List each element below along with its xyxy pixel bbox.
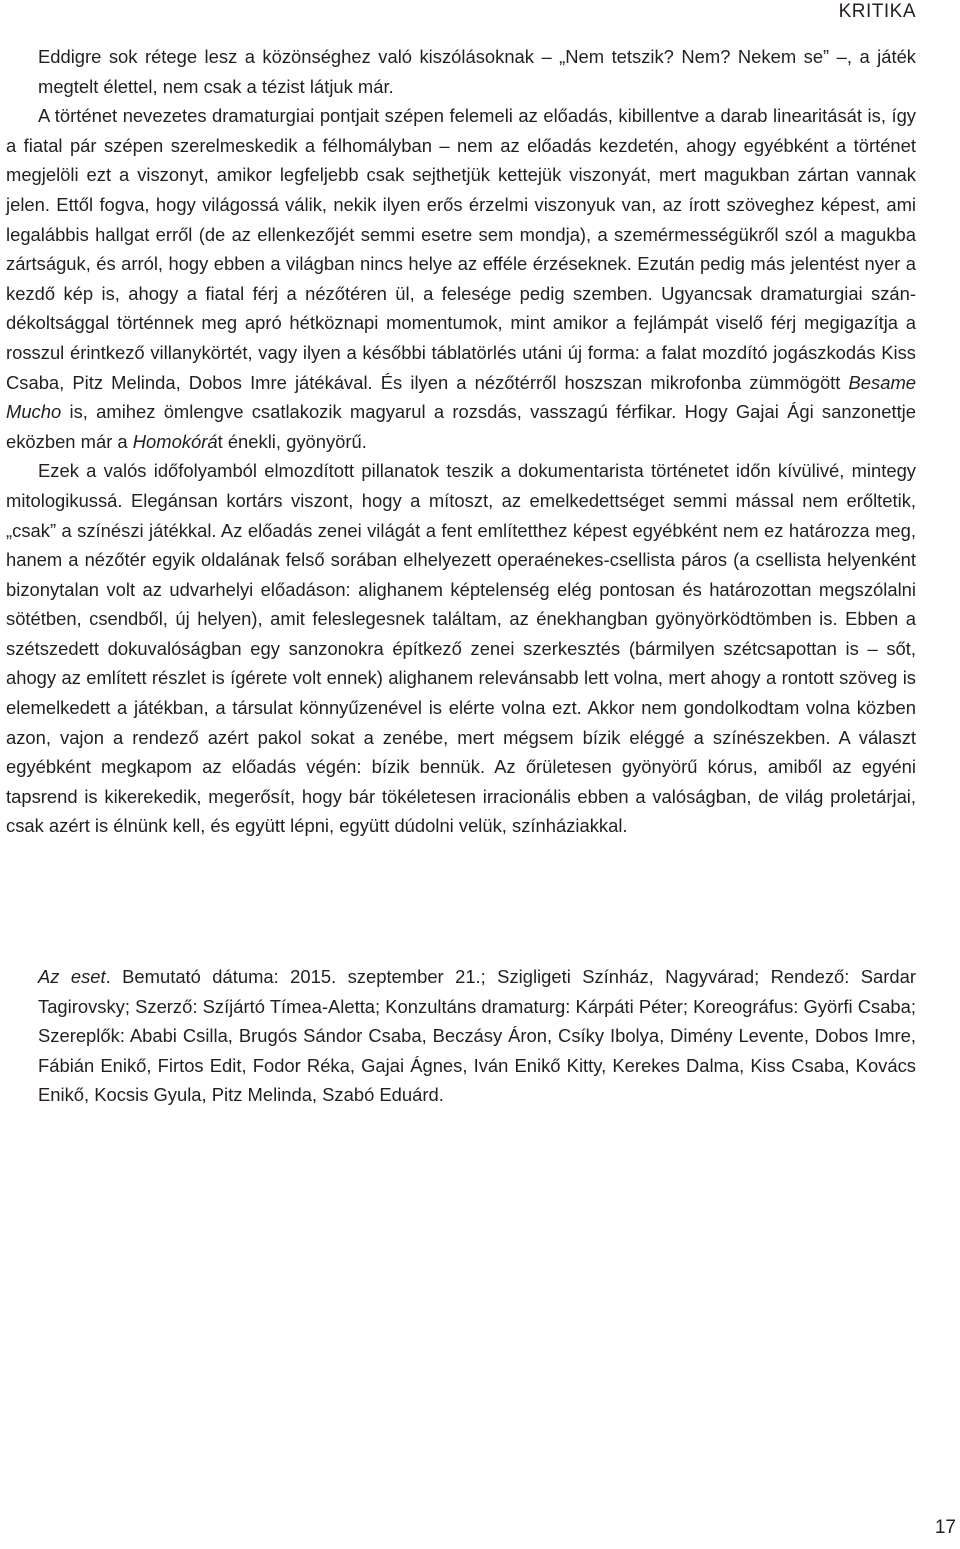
paragraph-2-text-a: A történet nevezetes dramaturgiai pontjait szépen felemeli az előadás, kibillentve a darab linearitását is, így a fiatal pár szépen szerelmeskedik a félhomályban – nem az előadás kezdetén, ahogy egyébként a történet megjelöli ezt a viszonyt, amikor legfeljebb csak sejthetjük kettejük viszonyát, mert magukban zártan vannak jelen. Ettől fogva, hogy világossá válik, nekik ilyen erős érzelmi viszonyuk van, az írott szöveghez képest, ami legalábbis hallgat erről (de az ellenkezőjét semmi esetre sem mondja), a szemérmességükről szól a magukba zártságuk, és arról, hogy ebben a világban nincs helye az efféle érzéseknek. Ezután pedig más jelentést nyer a kezdő kép is, ahogy a fiatal férj a nézőtéren ül, a felesége pedig szemben. Ugyancsak dramaturgiai szándékoltsággal történnek meg apró hétköznapi momentumok, mint amikor a fejlámpát viselő férj megigazítja a rosszul érintkező villanykörtét, vagy ilyen a későbbi táblatörlés utáni új forma: a falat mozdító jogászkodás Kiss Csaba, Pitz Melinda, Dobos Imre játékával. És ilyen a nézőtérről hoszszan mikrofonba zümmögött	[6, 105, 916, 393]
paragraph-3: Ezek a valós időfolyamból elmozdított pillanatok teszik a dokumentarista történetet időn kívülivé, mintegy mitologikussá. Elegánsan kortárs viszont, hogy a mítoszt, az emelkedettséget semmi mással nem erőltetik, „csak” a színészi játékkal. Az előadás zenei világát a fent említetthez képest egyébként nem ez határozza meg, hanem a nézőtér egyik oldalának felső sorában elhelyezett operaénekes-csellista páros (a csellista helyenként bizonytalan volt az udvarhelyi előadáson: alighanem képtelenség elég pontosan és határozottan megszólalni sötétben, csendből, új helyen), amit feleslegesnek találtam, az énekhangban gyönyörködtömben is. Ebben a szétszedett dokuvalóságban egy sanzonokra építkező zenei szerkesztés (bármilyen szétcsapottan is – sőt, ahogy az említett részlet is ígérete volt ennek) alighanem relevánsabb lett volna, mert ahogy a rontott szöveg is elemelkedett a játékban, a társulat könnyűzenével is elérte volna ezt. Akkor nem gondolkodtam volna közben azon, vajon a rendező azért pakol sokat a zenébe, mert mégsem bízik eléggé a színészekben. A választ egyébként megkapom az előadás végén: bízik bennük. Az őrületesen gyönyörű kórus, amiből az egyéni tapsrend is kikerekedik, megerősít, hogy bár tökéletesen irracionális ebben a valóságban, de világ proletárjai, csak azért is élnünk kell, és együtt lépni, együtt dúdolni velük, színháziakkal.	[6, 460, 916, 837]
song-title-homokora: Homokórá	[132, 430, 218, 452]
paragraph-2	[6, 101, 916, 456]
production-title: Az eset	[38, 966, 106, 987]
paragraph-1: Eddigre sok rétege lesz a közönséghez való kiszólásoknak – „Nem tetszik? Nem? Nekem se” –, a játék megtelt élettel, nem csak a tézist látjuk már.	[38, 46, 916, 97]
credits-text: . Bemutató dátuma: 2015. szeptember 21.; Szigligeti Színház, Nagyvárad; Rendező: Sardar Tagirovsky; Szerző: Szíjártó Tímea-Aletta; Konzultáns dramaturg: Kárpáti Péter; Koreográfus: Györfi Csaba; Szereplők: Ababi Csilla, Brugós Sándor Csaba, Beczásy Áron, Csíky Ibolya, Dimény Levente, Dobos Imre, Fábián Enikő, Firtos Edit, Fodor Réka, Gajai Ágnes, Iván Enikő Kitty, Kerekes Dalma, Kiss Csaba, Kovács Enikő, Kocsis Gyula, Pitz Melinda, Szabó Eduárd.	[38, 966, 916, 1106]
paragraph-2-text-c: t énekli, gyönyörű.	[217, 430, 367, 452]
song-title-besame-mucho: Besame Mucho	[6, 371, 916, 423]
paragraph-2-text-b: is, amihez ömlengve csatlakozik magyarul a rozsdás, vasszagú férfikar. Hogy Gajai Ági sanzonettje eközben már a	[6, 401, 916, 452]
page-number: 17	[934, 1517, 956, 1538]
credits-paragraph	[38, 962, 916, 1110]
production-credits	[38, 962, 916, 1110]
section-label: KRITIKA	[838, 1, 916, 22]
article-body	[6, 42, 916, 841]
